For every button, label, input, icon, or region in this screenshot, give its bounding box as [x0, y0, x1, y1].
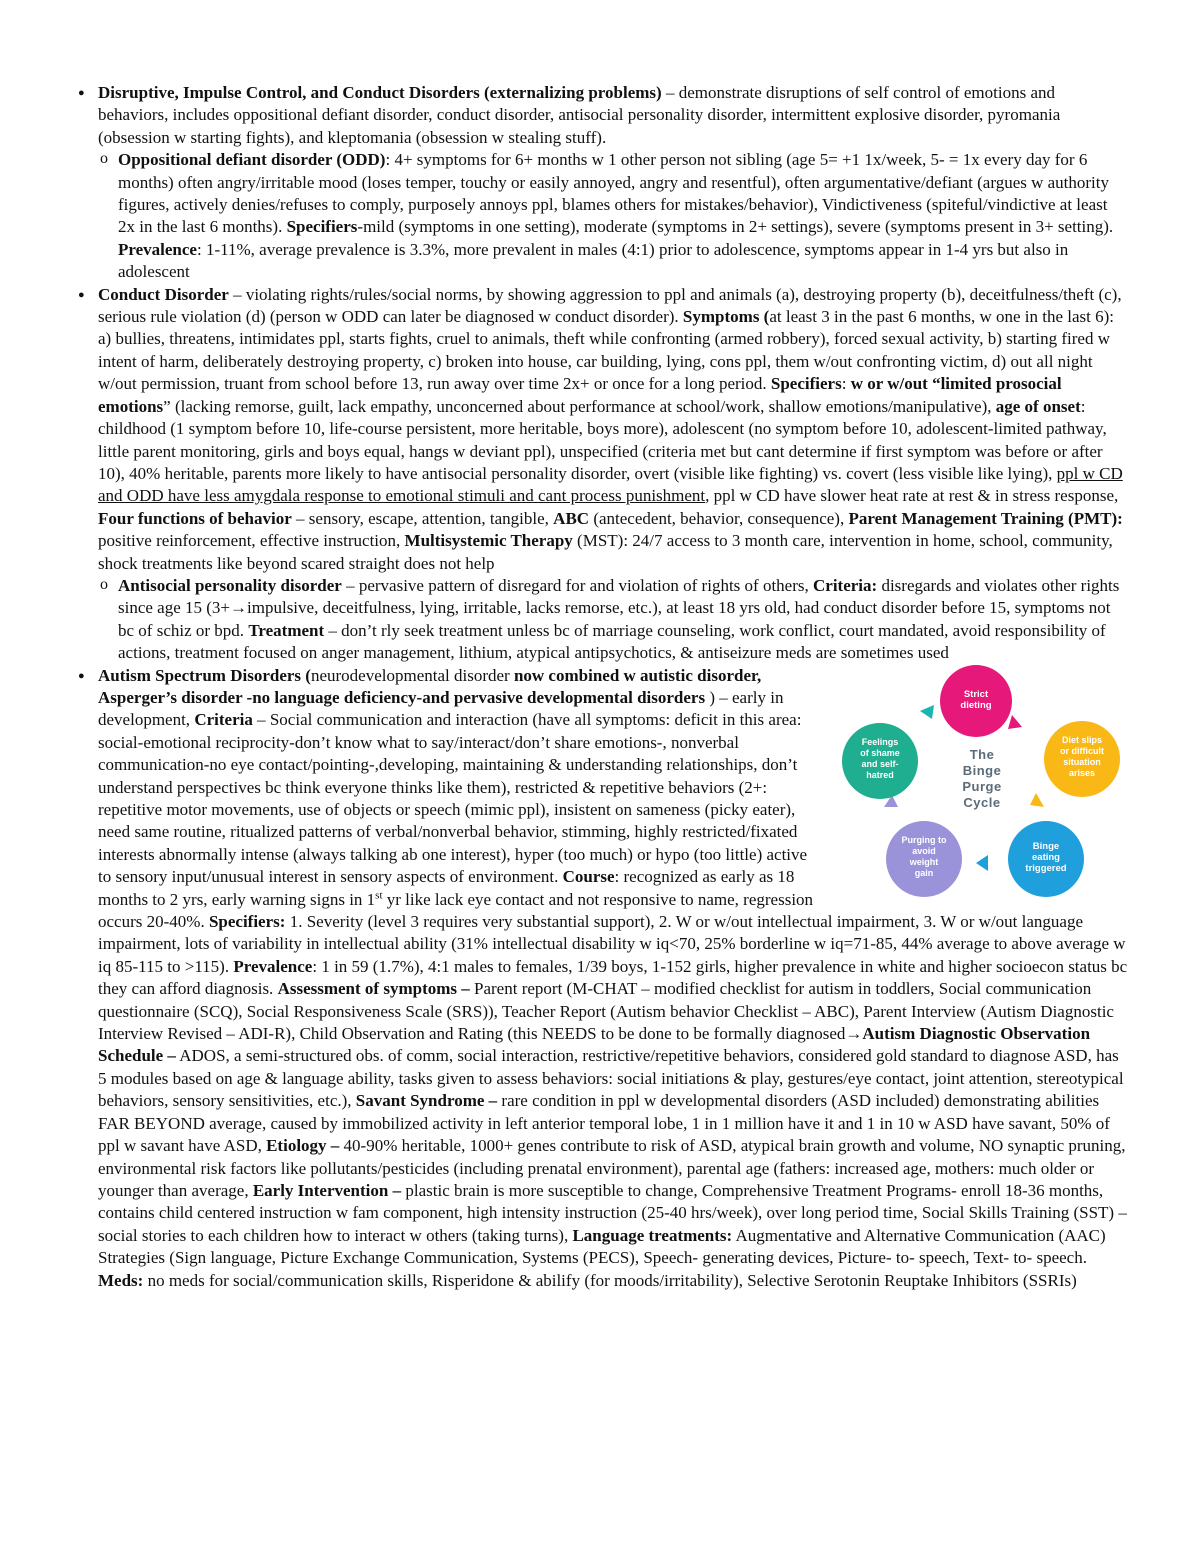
title-line: Cycle: [963, 794, 1001, 810]
node-strict-dieting: [940, 665, 1012, 737]
term: Four functions of behavior: [98, 508, 292, 528]
text: – don’t rly seek treatment unless bc of marriage counseling, work conflict, court mandated, avoid responsibility of actions, treatment focused on anger management, lithium, atypical antipsychotics, & antiseizure meds are sometimes used: [118, 620, 1106, 663]
node-label: dieting: [960, 699, 992, 711]
node-label: Diet slips: [1061, 734, 1103, 745]
arrow-icon: [1008, 715, 1022, 729]
text: ADOS, a semi-structured obs. of comm, social interaction, restrictive/repetitive behaviors, considered gold standard to diagnose ASD, has 5 modules based on age & language ability, tasks given to assess behaviors: social initiations & play, gestures/eye contact, joint attention, stereotypical behaviors, sensory sensitivities, etc.),: [98, 1046, 1124, 1111]
term: Prevalence: [233, 956, 313, 976]
node-label: avoid: [912, 845, 936, 856]
term: Assessment of symptoms –: [277, 979, 470, 999]
heading-disruptive: Disruptive, Impulse Control, and Conduct Disorders (externalizing problems): [98, 83, 662, 102]
text: : 4+ symptoms for 6+ months w 1 other person not sibling (age 5= +1 1x/week, 5- = 1x every day for 6 months) often angry/irritable mood (loses temper, touchy or easily annoyed, angry and resentful), often argumentative/defiant (argues w authority figures, actively denies/refuses to comply, purposely annoys ppl, blames others for mistakes/behavior), Vindictiveness (spiteful/vindictive at least 2x in the last 6 months).: [118, 150, 1110, 237]
term: Early Intervention –: [252, 1180, 402, 1200]
text: 1. Severity (level 3 requires very substantial support), 2. W or w/out intellectual impairment, 3. W or w/out language impairment, lots of variability in intellectual ability (31% intellectual disability w iq<70, 25% borderline w iq=71-85, 44% average to above average w iq 85-115 to >115).: [98, 912, 1126, 976]
term: Savant Syndrome –: [355, 1091, 498, 1111]
term: w or w/out “limited prosocial emotions: [98, 374, 1062, 416]
text: – demonstrate disruptions of self control of emotions and behaviors, includes oppositional defiant disorder, conduct disorder, antisocial personality disorder, intermittent explosive disorder, pyromania (obsession w starting fights), and kleptomania (obsession w stealing stuff).: [98, 83, 1061, 147]
cycle-diagram: [836, 659, 1132, 905]
section-disruptive-disorders: [78, 82, 1128, 284]
heading-antisocial: Antisocial personality disorder: [118, 575, 342, 595]
text: no meds for social/communication skills, Risperidone & abilify (for moods/irritability), Selective Serotonin Reuptake Inhibitors (SSRIs): [143, 1270, 1077, 1290]
arrow-icon: [920, 705, 934, 719]
term: Etiology –: [266, 1136, 340, 1156]
sublist: [98, 149, 1128, 283]
term: Course: [562, 867, 615, 887]
term: Prevalence: [118, 239, 197, 259]
term: Specifiers:: [208, 912, 286, 932]
outline-list: [78, 82, 1128, 1292]
text: :: [841, 374, 851, 394]
text: plastic brain is more susceptible to change, Comprehensive Treatment Programs- enroll 18-36 months, contains child centered instruction w fam component, high intensity instruction (25-40 hrs/week), over long period time, Social Skills Training (SST) – social stories to each children how to interact w others (taking turns),: [98, 1180, 1127, 1245]
arrow-icon: [1030, 793, 1044, 807]
arrow-icon: [976, 855, 988, 871]
node-label: and self-: [861, 758, 899, 769]
term: now combined w autistic disorder, Asperger’s disorder -no language deficiency-and pervasive developmental disorders: [98, 665, 762, 707]
text: – violating rights/rules/social norms, by showing aggression to ppl and animals (a), destroying property (b), deceitfulness/theft (c), serious rule violation (d) (person w ODD can later be diagnosed w conduct disorder).: [98, 284, 1122, 327]
text: disregards and violates other rights since age 15 (3+→impulsive, deceitfulness, lying, irritable, lacks remorse, etc.), at least 18 yrs old, had conduct disorder before 15, symptoms not bc of schiz or bpd.: [118, 575, 1120, 640]
term: Autism Diagnostic Observation Schedule –: [98, 1024, 1091, 1066]
term: Specifiers: [286, 217, 358, 237]
term: Language treatments:: [572, 1225, 733, 1245]
term: Multisystemic Therapy: [404, 531, 573, 551]
text: yr like lack eye contact and not responsive to name, regression occurs 20-40%.: [98, 889, 814, 932]
text: – pervasive pattern of disregard for and violation of rights of others,: [341, 575, 813, 595]
text: Parent report (M-CHAT – modified checklist for autism in toddlers, Social communication questionnaire (SCQ), Social Responsiveness Scale (SRS)), Teacher Report (Autism behavior Checklist – ABC), Parent Interview (Autism Diagnostic Interview Revised – ADI-R), Child Observation and Rating (this NEEDS to be done to be formally diagnosed→: [98, 979, 1114, 1044]
section-autism: [78, 665, 1128, 1292]
sublist: [98, 575, 1128, 665]
section-antisocial-pd: [98, 575, 1128, 665]
title-line: Binge: [962, 762, 1002, 778]
node-label: or difficult: [1060, 745, 1104, 756]
text: (antecedent, behavior, consequence),: [589, 508, 849, 528]
binge-purge-cycle-figure: [836, 659, 1132, 905]
term: Meds:: [98, 1270, 144, 1290]
text: ) – early in development,: [98, 687, 784, 730]
node-diet-slips: [1044, 721, 1120, 797]
node-label: hatred: [866, 769, 894, 780]
text: , ppl w CD have slower heat rate at rest & in stress response,: [705, 486, 1119, 506]
text: : 1 in 59 (1.7%), 4:1 males to females, 1/39 boys, 1-152 girls, higher prevalence in white and higher socioecon status bc they can afford diagnosis.: [98, 956, 1128, 999]
node-label: of shame: [860, 747, 900, 758]
node-label: Binge: [1032, 840, 1060, 852]
text: : childhood (1 symptom before 10, life-course persistent, more heritable, boys more), adolescent (no symptom before 10, adolescent-limited pathway, little parent monitoring, girls and boys equal, hangs w deviant ppl), unspecified (criteria met but cant determine if first symptom was before or after 10), 40% heritable, parents more likely to have antisocial personality disorder, overt (visible like fighting) vs. covert (less visible like lying),: [98, 396, 1107, 483]
heading-autism: Autism Spectrum Disorders (: [98, 665, 311, 685]
term: Specifiers: [770, 374, 842, 394]
document-page: [78, 82, 1128, 1292]
section-conduct-disorder: [78, 284, 1128, 665]
node-label: gain: [914, 867, 934, 878]
text: at least 3 in the past 6 months, w one in the last 6): a) bullies, threatens, intimidates ppl, starts fights, cruel to animals, theft while confronting (armed robbery), forced sexual activity, b) starting fired w intent of harm, deliberately destroying property, c) broken into house, car building, lying, cons ppl, them w/out confronting victim, d) out all night w/out permission, truant from school before 13, run away over time 2x+ or once for a long period.: [98, 307, 1115, 394]
text: Augmentative and Alternative Communication (AAC) Strategies (Sign language, Picture Exchange Communication, Systems (PECS), Speech- generating devices, Picture- to- speech, Text- to- speech.: [98, 1225, 1106, 1268]
text: ” (lacking remorse, guilt, lack empathy, unconcerned about performance at school/work, shallow emotions/manipulative),: [163, 396, 996, 416]
node-label: eating: [1032, 851, 1060, 863]
term: Criteria:: [813, 575, 878, 595]
node-binge-eating: [1008, 821, 1084, 897]
text: -mild (symptoms in one setting), moderate (symptoms in 2+ settings), severe (symptoms present in 3+ setting).: [357, 217, 1114, 237]
underlined-text: ppl w CD and ODD have less amygdala response to emotional stimuli and cant process punishment: [98, 463, 1123, 506]
text: – sensory, escape, attention, tangible,: [291, 508, 554, 528]
heading-odd: Oppositional defiant disorder (ODD): [118, 150, 386, 170]
text: (MST): 24/7 access to 3 month care, intervention in home, school, community, shock treatments like beyond scared straight does not help: [98, 531, 1113, 573]
term: Criteria: [194, 710, 253, 730]
heading-conduct: Conduct Disorder: [98, 284, 229, 304]
cycle-title: [962, 747, 1001, 810]
node-label: weight: [909, 856, 939, 867]
text: 40-90% heritable, 1000+ genes contribute to risk of ASD, atypical brain growth and volume, NO synaptic pruning, environmental risk factors like pollutants/pesticides (including prenatal environment), parental age (fathers: increased age, mothers: much older or younger than average,: [98, 1136, 1126, 1200]
node-label: ● Strict: [963, 688, 989, 700]
term: Treatment: [248, 620, 325, 640]
node-purging: [886, 821, 962, 897]
text: : 1-11%, average prevalence is 3.3%, more prevalent in males (4:1) prior to adolescence, symptoms appear in 1-4 yrs but also in adolescent: [118, 239, 1069, 282]
node-label: Feelings: [861, 736, 899, 747]
node-label: situation: [1063, 756, 1101, 767]
term: Parent Management Training (PMT):: [848, 508, 1123, 528]
section-odd: [98, 149, 1128, 283]
text: – Social communication and interaction (have all symptoms: deficit in this area: social-emotional reciprocity-don’t know what to say/interact/don’t share emotions-, nonverbal communication-no eye contact/pointing-,developing, maintaining & understanding relationships, don’t understand perspectives bc think everyone thinks like them), restricted & repetitive behaviors (2+: repetitive motor movements, use of objects or speech (mimic ppl), insistent on sameness (picky eater), need same routine, ritualized patterns of verbal/nonverbal behavior, stimming, highly restricted/fixated interests abnormally intense (always talking ab one interest), hyper (too much) or hypo (too little) active to sensory input/unusual interest in sensory aspects of environment.: [98, 710, 808, 887]
title-line: Purge: [962, 778, 1002, 794]
superscript: st: [375, 888, 383, 901]
title-line: The: [969, 746, 995, 762]
node-label: triggered: [1025, 862, 1067, 874]
term: age of onset: [995, 396, 1081, 416]
text: neurodevelopmental disorder: [310, 665, 514, 685]
term: Symptoms (: [682, 307, 770, 327]
term: ABC: [553, 508, 590, 528]
node-label: arises: [1068, 767, 1096, 778]
node-shame: [842, 723, 918, 799]
node-label: Purging to: [901, 834, 947, 845]
text: : recognized as early as 18 months to 2 yrs, early warning signs in 1: [98, 867, 795, 909]
text: positive reinforcement, effective instruction,: [98, 531, 405, 551]
text: rare condition in ppl w developmental disorders (ASD included) demonstrating abilities FAR BEYOND average, caused by immobilized activity in left anterior temporal lobe, 1 in 1 million have it and 1 in 10 w ASD have savant, 50% of ppl w savant have ASD,: [98, 1091, 1110, 1156]
